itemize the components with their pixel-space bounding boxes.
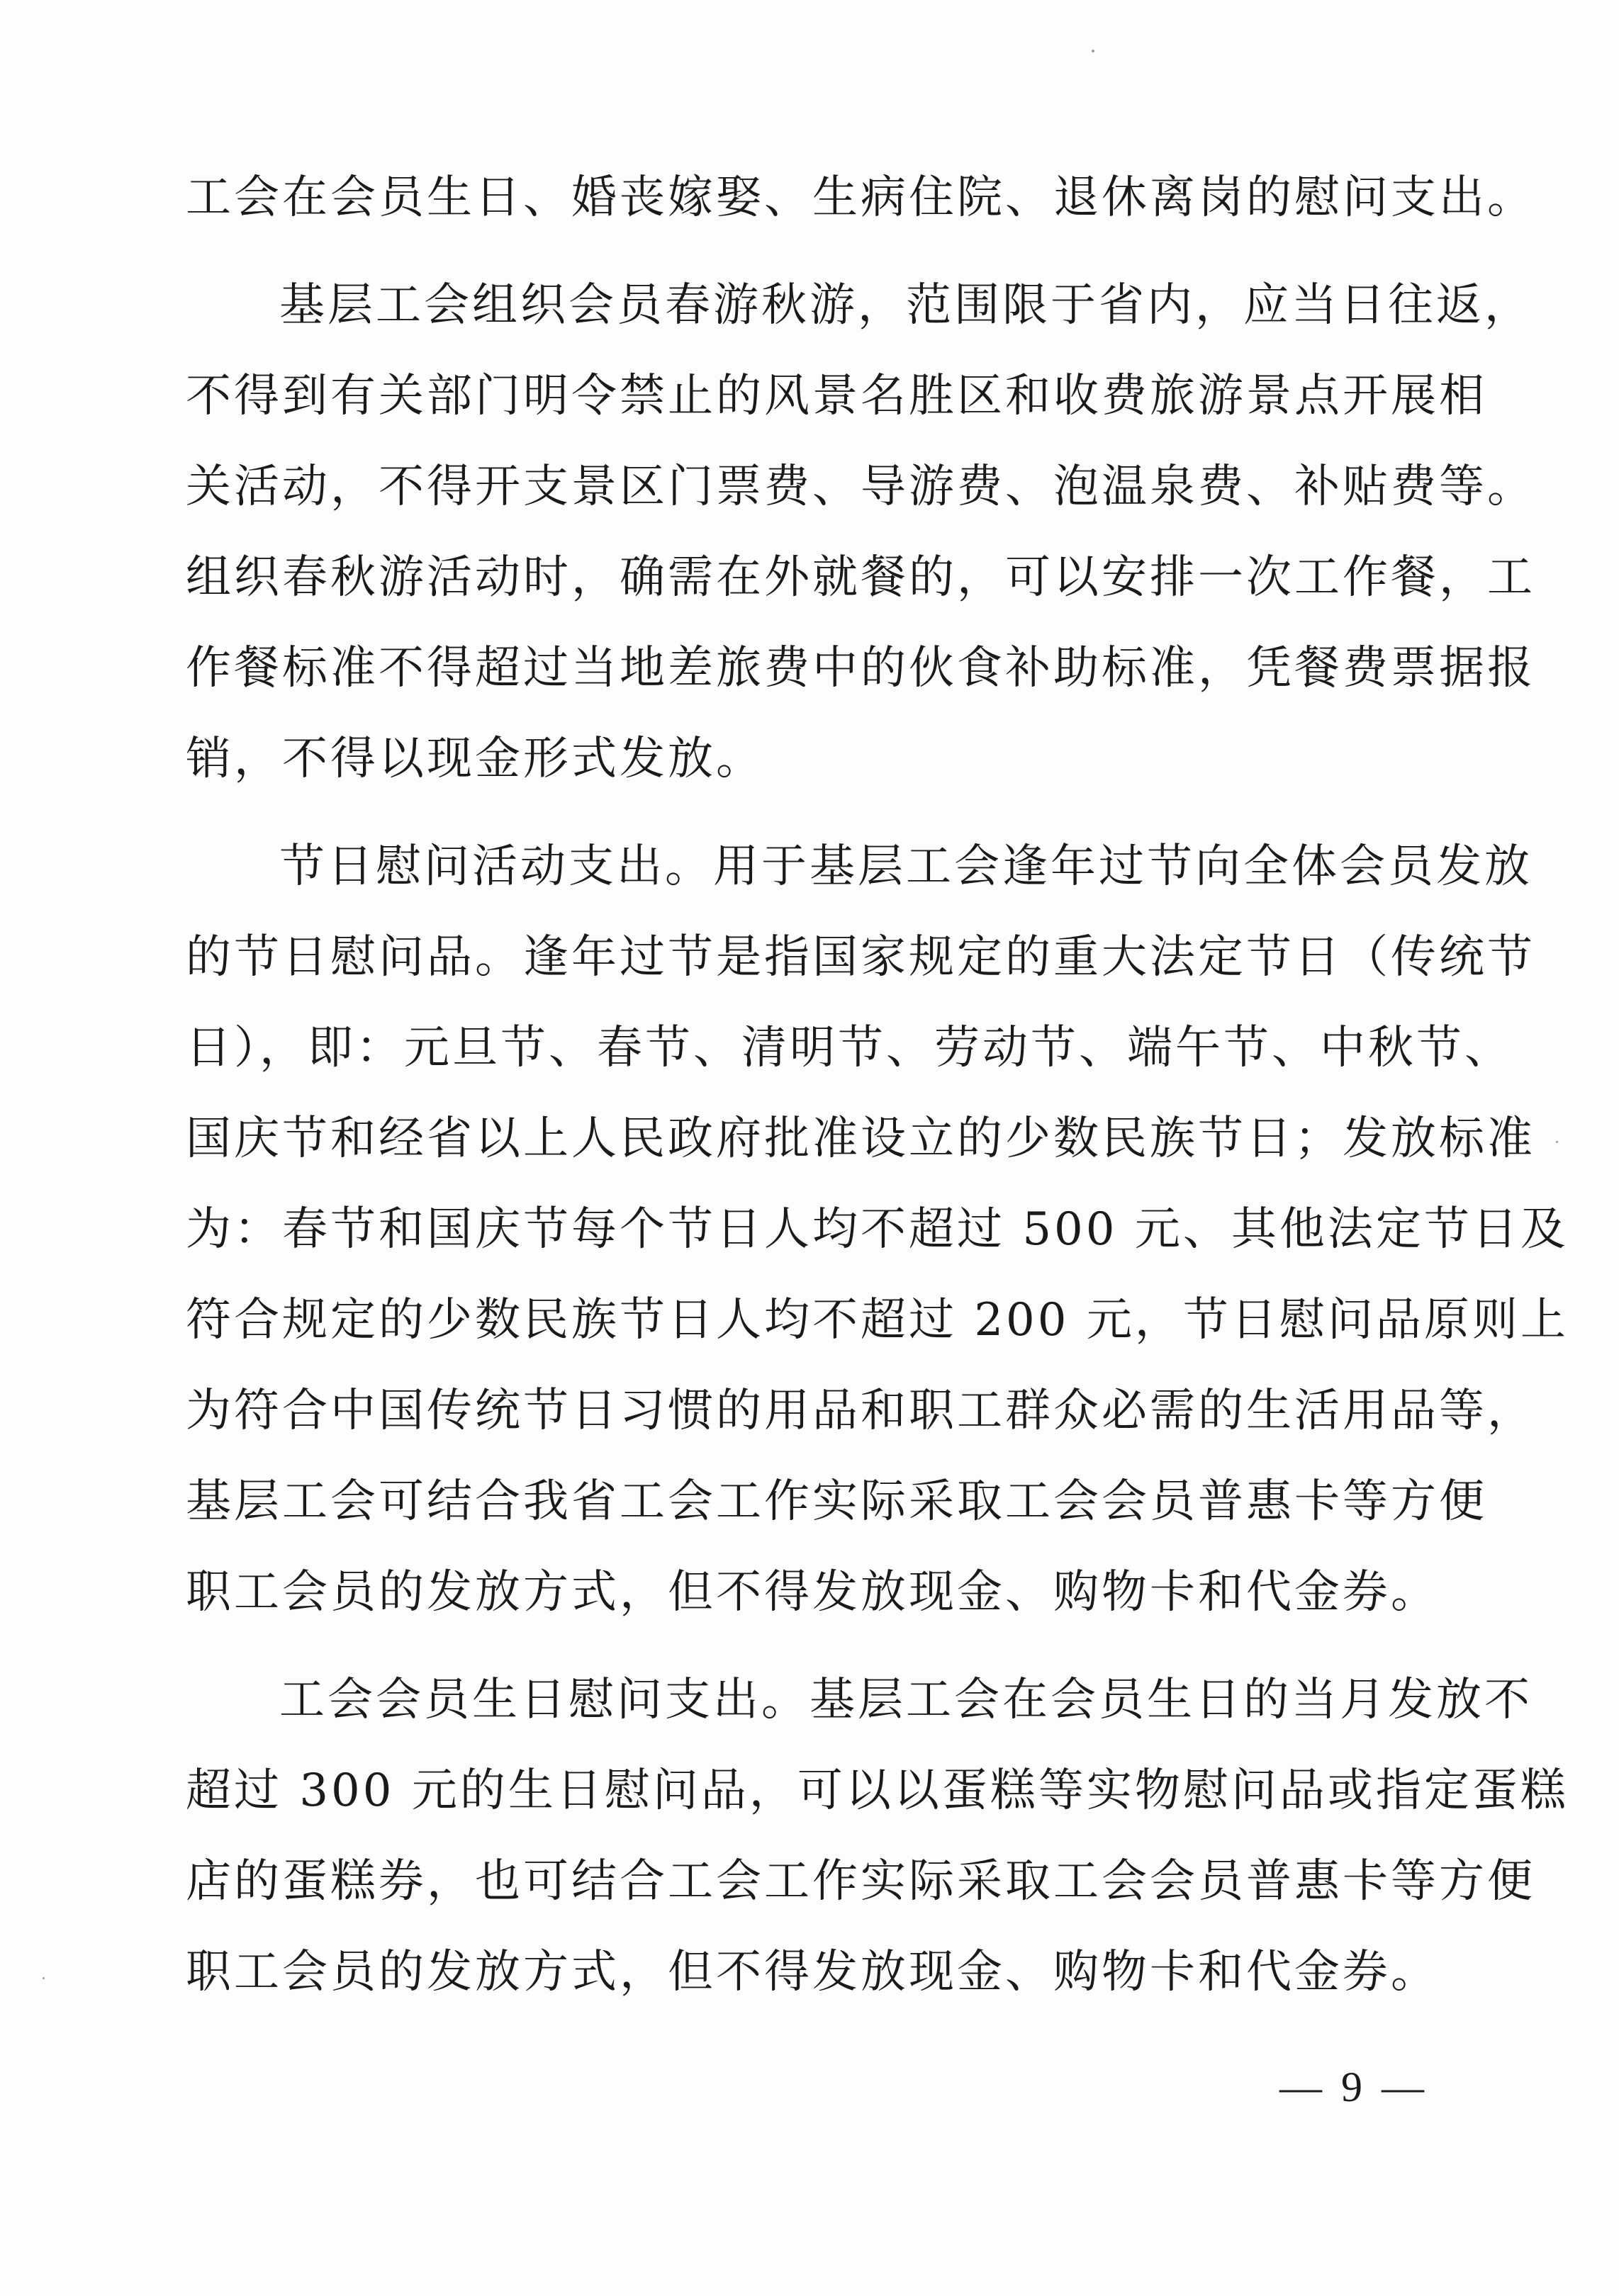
text-line: 销，不得以现金形式发放。 [186,733,764,785]
text-line: 工会会员生日慰问支出。基层工会在会员生日的当月发放不 [279,1674,1533,1726]
page-number: — 9 — [1279,2064,1428,2110]
text-line: 职工会员的发放方式，但不得发放现金、购物卡和代金券。 [186,1946,1439,1998]
text-line: 职工会员的发放方式，但不得发放现金、购物卡和代金券。 [186,1566,1439,1619]
text-line: 作餐标准不得超过当地差旅费中的伙食补助标准，凭餐费票据报 [186,642,1535,694]
text-line: 工会在会员生日、婚丧嫁娶、生病住院、退休离岗的慰问支出。 [186,171,1535,224]
document-body [186,152,1569,2018]
text-line: 店的蛋糕券，也可结合工会工作实际采取工会会员普惠卡等方便 [186,1855,1535,1908]
text-line: 不得到有关部门明令禁止的风景名胜区和收费旅游景点开展相 [186,370,1487,422]
text-line: 国庆节和经省以上人民政府批准设立的少数民族节日；发放标准 [186,1113,1535,1165]
text-line: 关活动，不得开支景区门票费、导游费、泡温泉费、补贴费等。 [186,461,1535,513]
text-line: 超过 300 元的生日慰问品，可以以蛋糕等实物慰问品或指定蛋糕 [186,1765,1569,1817]
text-line: 节日慰问活动支出。用于基层工会逢年过节向全体会员发放 [279,840,1533,893]
text-line: 为符合中国传统节日习惯的用品和职工群众必需的生活用品等， [186,1385,1535,1437]
text-line: 的节日慰问品。逢年过节是指国家规定的重大法定节日（传统节 [186,931,1535,984]
text-line: 基层工会组织会员春游秋游，范围限于省内，应当日往返， [279,279,1533,332]
text-line: 符合规定的少数民族节日人均不超过 200 元，节日慰问品原则上 [186,1294,1569,1346]
text-line: 基层工会可结合我省工会工作实际采取工会会员普惠卡等方便 [186,1475,1487,1528]
text-line: 组织春秋游活动时，确需在外就餐的，可以安排一次工作餐，工 [186,551,1535,604]
text-line: 日），即：元旦节、春节、清明节、劳动节、端午节、中秋节、 [186,1022,1513,1074]
text-line: 为：春节和国庆节每个节日人均不超过 500 元、其他法定节日及 [186,1203,1569,1256]
